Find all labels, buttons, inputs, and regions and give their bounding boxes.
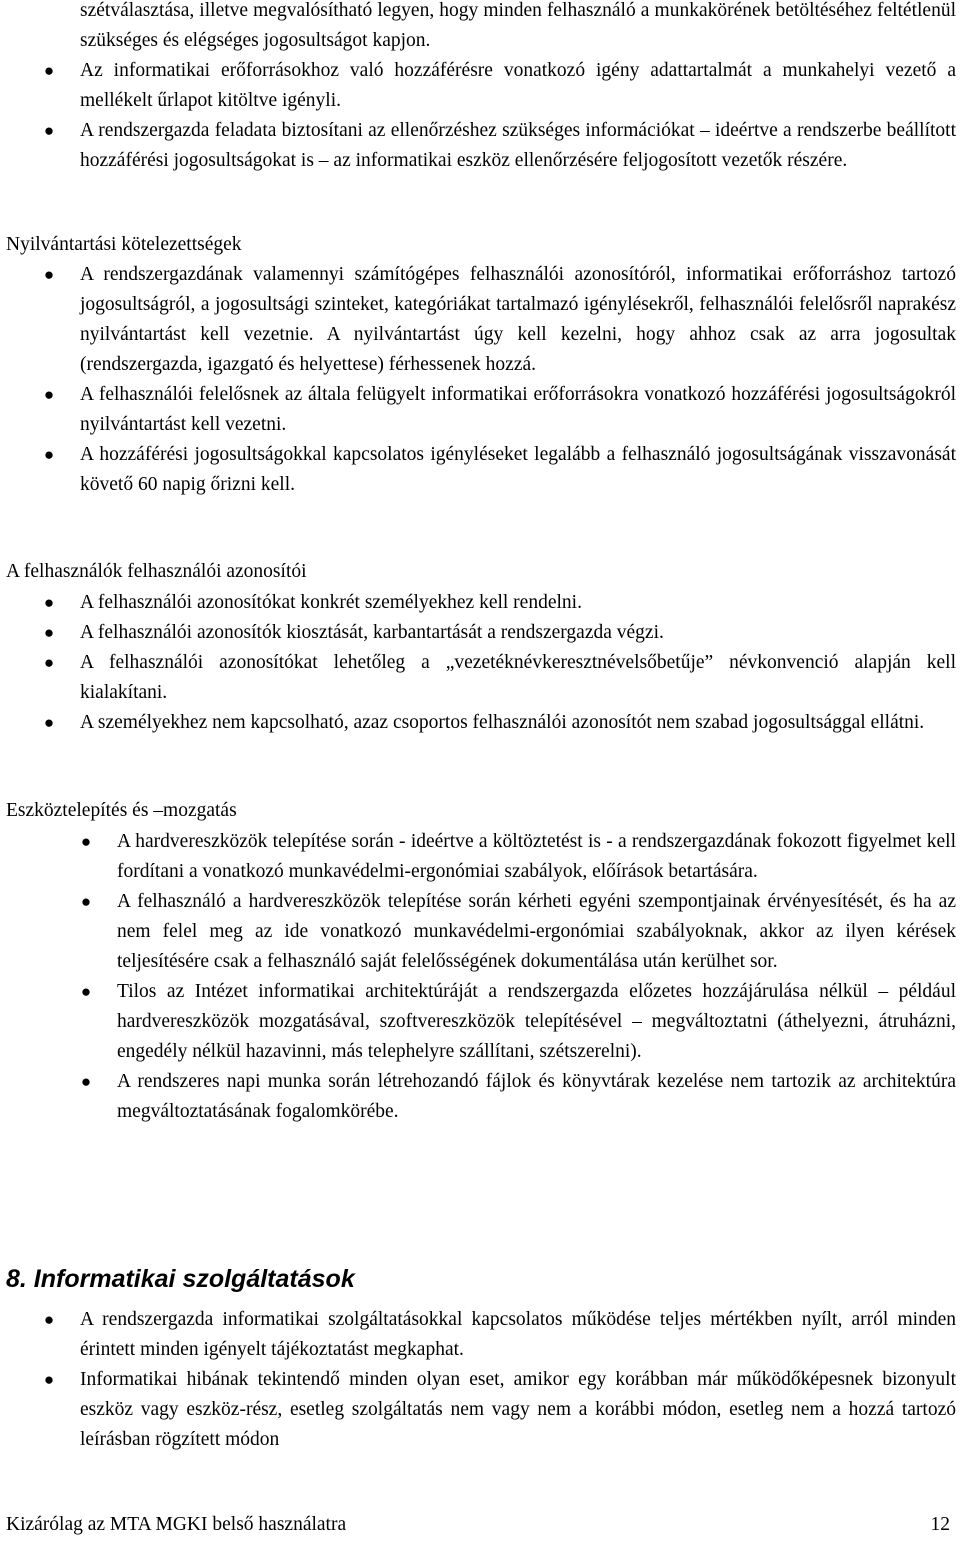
bullet-icon: ●: [43, 1310, 55, 1329]
bullet-icon: ●: [43, 1370, 55, 1389]
list-item: ● A rendszergazda feladata biztosítani az ellenőrzéshez szükséges információkat – ideértve a rendszerbe beállított hozzáférési jogosultságokat is – az informatikai eszköz ellenőrzésére feljogosított vezetők részére.: [80, 116, 956, 176]
list-item: ● A hardvereszközök telepítése során - ideértve a költöztetést is - a rendszergazdának fokozott figyelmet kell fordítani a vonatkozó munkavédelmi-ergonómiai szabályok, előírások betartására.: [117, 827, 956, 887]
list-item: ● Tilos az Intézet informatikai architektúráját a rendszergazda előzetes hozzájárulása nélkül – például hardvereszközök mozgatásával, szoftvereszközök telepítésével – megváltoztatni (áthelyezni, átruházni, engedély nélkül hazavinni, más telephelyre szállítani, szétszerelni).: [117, 977, 956, 1067]
bullet-icon: ●: [43, 121, 55, 140]
bullet-icon: ●: [43, 265, 55, 284]
bullet-icon: ●: [43, 445, 55, 464]
list-item: ● A felhasználói azonosítókat konkrét személyekhez kell rendelni.: [80, 588, 956, 618]
bullet-icon: ●: [80, 1072, 92, 1091]
bullet-icon: ●: [43, 653, 55, 672]
chapter-title: 8. Informatikai szolgáltatások: [6, 1265, 355, 1293]
list-item: ● Az informatikai erőforrásokhoz való hozzáférésre vonatkozó igény adattartalmát a munkahelyi vezető a mellékelt űrlapot kitöltve igényli.: [80, 56, 956, 116]
services-bullet-list: [0, 1305, 960, 1455]
bullet-icon: ●: [43, 61, 55, 80]
list-item: ● A felhasználó a hardvereszközök telepítése során kérheti egyéni szempontjainak érvényesítését, és ha az nem felel meg az ide vonatkozó munkavédelmi-ergonómiai szabályoknak, akkor az ilyen kérések teljesítésére csak a felhasználó saját felelősségének dokumentálása után kerülhet sor.: [117, 887, 956, 977]
list-item: ● A felhasználói azonosítókat lehetőleg a „vezetéknévkeresztnévelsőbetűje” névkonvenció alapján kell kialakítani.: [80, 648, 956, 708]
bullet-icon: ●: [80, 892, 92, 911]
page-number: 12: [930, 1514, 950, 1535]
list-item: ● A személyekhez nem kapcsolható, azaz csoportos felhasználói azonosítót nem szabad jogosultsággal ellátni.: [80, 708, 956, 738]
list-item: ● A felhasználói felelősnek az általa felügyelt informatikai erőforrásokra vonatkozó hozzáférési jogosultságokról nyilvántartást kell vezetni.: [80, 380, 956, 440]
bullet-icon: ●: [80, 982, 92, 1001]
records-bullet-list: [0, 260, 960, 500]
list-item: ● A hozzáférési jogosultságokkal kapcsolatos igényléseket legalább a felhasználó jogosultságának visszavonását követő 60 napig őrizni kell.: [80, 440, 956, 500]
list-item: ● A rendszeres napi munka során létrehozandó fájlok és könyvtárak kezelése nem tartozik az architektúra megváltoztatásának fogalomkörébe.: [117, 1067, 956, 1127]
list-item: ● A felhasználói azonosítók kiosztását, karbantartását a rendszergazda végzi.: [80, 618, 956, 648]
intro-bullet-list: [0, 56, 960, 176]
user-ids-bullet-list: [0, 588, 960, 738]
list-item: ● Informatikai hibának tekintendő minden olyan eset, amikor egy korábban már működőképesnek bizonyult eszköz vagy eszköz-rész, esetleg szolgáltatás nem vagy nem a korábbi módon, esetleg nem a hozzá tartozó leírásban rögzített módon: [80, 1365, 956, 1455]
bullet-icon: ●: [43, 623, 55, 642]
bullet-icon: ●: [80, 832, 92, 851]
bullet-icon: ●: [43, 385, 55, 404]
list-item: ● A rendszergazda informatikai szolgáltatásokkal kapcsolatos működése teljes mértékben nyílt, arról minden érintett minden igényelt tájékoztatást megkaphat.: [80, 1305, 956, 1365]
section-heading-records: Nyilvántartási kötelezettségek: [6, 234, 242, 255]
bullet-icon: ●: [43, 593, 55, 612]
page-footer: [6, 1512, 954, 1538]
device-install-bullet-list: [0, 827, 960, 1127]
bullet-icon: ●: [43, 713, 55, 732]
section-heading-user-ids: A felhasználók felhasználói azonosítói: [6, 561, 307, 582]
list-item: ● A rendszergazdának valamennyi számítógépes felhasználói azonosítóról, informatikai erőforráshoz tartozó jogosultságról, a jogosultsági szinteket, kategóriákat tartalmazó igénylésekről, felhasználói felelősről naprakész nyilvántartást kell vezetnie. A nyilvántartást úgy kell kezelni, hogy ahhoz csak az arra jogosultak (rendszergazda, igazgató és helyettese) férhessenek hozzá.: [80, 260, 956, 380]
section-heading-device-install: Eszköztelepítés és –mozgatás: [6, 800, 237, 821]
intro-continuation: szétválasztása, illetve megvalósítható legyen, hogy minden felhasználó a munkakörének betöltéséhez feltétlenül szükséges és elégséges jogosultságot kapjon.: [80, 0, 956, 51]
footer-text: Kizárólag az MTA MGKI belső használatra: [6, 1514, 347, 1535]
